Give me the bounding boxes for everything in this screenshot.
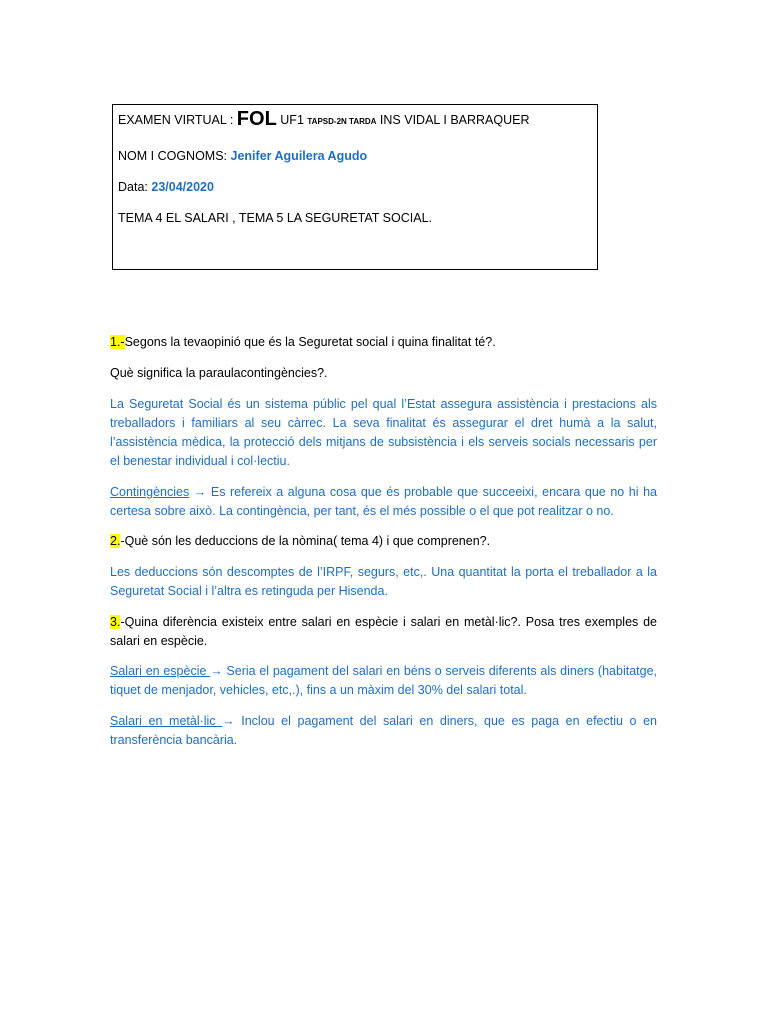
question-1-number: 1.- — [110, 335, 125, 349]
answer-1-contingencies — [110, 483, 657, 521]
name-value: Jenifer Aguilera Agudo — [230, 149, 368, 163]
question-1 — [110, 333, 657, 352]
name-label: NOM I COGNOMS: — [118, 149, 228, 163]
question-1-text: Segons la tevaopinió que és la Seguretat social i quina finalitat té?. — [124, 335, 496, 349]
group-label: TAPSD-2N TARDA — [307, 117, 377, 126]
arrow-icon: → — [210, 664, 223, 678]
date-value: 23/04/2020 — [151, 180, 214, 194]
exam-header-box — [112, 104, 598, 270]
question-3-number: 3. — [110, 615, 121, 629]
answer-2: Les deduccions són descomptes de l’IRPF, segurs, etc,. Una quantitat la porta el treballador a la Seguretat Social i l’altra es retinguda per Hisenda. — [110, 565, 657, 598]
arrow-icon: → — [193, 485, 207, 499]
answer-1: La Seguretat Social és un sistema públic pel qual l’Estat assegura assistència i prestacions als treballadors i familiars al seu càrrec. La seva finalitat és assegurar el dret humà a la salut, l’assistència mèdica, la protecció dels mitjans de subsistència i els serveis socials necessaris per el benestar individual i col·lectiu. — [110, 397, 657, 468]
date-line — [118, 179, 214, 195]
subject-name: FOL — [236, 108, 277, 130]
salary-in-kind-definition: Seria el pagament del salari en béns o serveis diferents als diners (habitatge, tiquet de menjador, vehicles, etc,.), fins a un màxim del 30% del salari total. — [110, 664, 657, 697]
salary-in-cash-definition: Inclou el pagament del salari en diners, que es paga en efectiu o en transferència bancària. — [110, 714, 657, 747]
term-contingencies: Contingències — [110, 485, 190, 499]
unit-label: UF1 — [280, 113, 304, 127]
answer-3-cash — [110, 712, 657, 750]
question-2 — [110, 532, 657, 551]
question-2-text: -Què són les deduccions de la nòmina( tema 4) i que comprenen?. — [120, 534, 491, 548]
school-label: INS VIDAL I BARRAQUER — [379, 113, 530, 127]
arrow-icon: → — [222, 714, 235, 728]
term-salary-in-cash: Salari en metàl·lic — [110, 714, 223, 728]
question-2-number: 2. — [110, 534, 121, 548]
topics-line: TEMA 4 EL SALARI , TEMA 5 LA SEGURETAT SOCIAL. — [118, 211, 433, 225]
student-name-line — [118, 148, 367, 164]
question-3 — [110, 613, 657, 651]
exam-title-line — [118, 108, 530, 130]
date-label: Data: — [118, 180, 148, 194]
question-3-text: -Quina diferència existeix entre salari en espècie i salari en metàl·lic?. Posa tres exemples de salari en espècie. — [110, 615, 657, 648]
contingencies-definition: Es refereix a alguna cosa que és probable que succeeixi, encara que no hi ha certesa sobre això. La contingència, per tant, és el més possible o el que pot realitzar o no. — [110, 485, 657, 518]
question-1b: Què significa la paraulacontingències?. — [110, 366, 328, 380]
exam-prefix: EXAMEN VIRTUAL : — [118, 113, 234, 127]
answer-3-kind — [110, 662, 657, 700]
term-salary-in-kind: Salari en espècie — [110, 664, 211, 678]
